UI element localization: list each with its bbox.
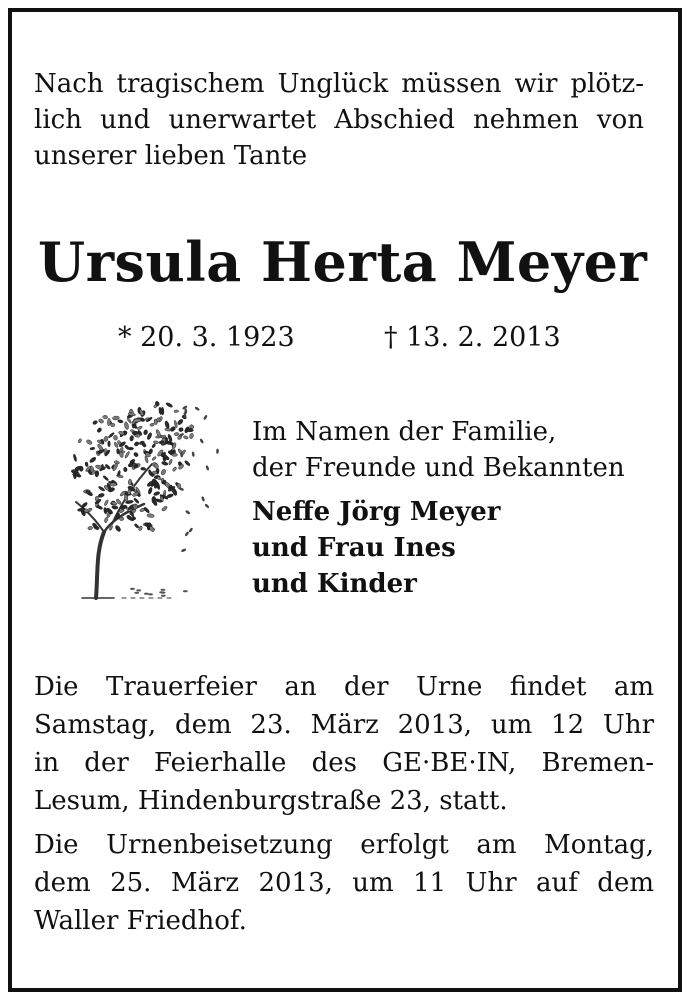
leaf <box>189 433 194 439</box>
leaf <box>174 432 179 436</box>
loose-leaf <box>201 496 205 502</box>
leaf <box>153 491 160 496</box>
loose-leaf <box>205 465 209 471</box>
ground-leaf <box>159 591 164 593</box>
loose-leaf <box>184 531 189 537</box>
burial-line-2: dem 25. März 2013, um 11 Uhr auf dem <box>34 868 654 898</box>
family-line-1: Im Namen der Familie, <box>252 417 557 447</box>
leaf <box>161 461 168 466</box>
windblown-tree-icon <box>52 392 222 604</box>
death-date: † 13. 2. 2013 <box>384 322 561 353</box>
leaf <box>96 427 102 433</box>
leaf <box>165 402 173 408</box>
leaf <box>107 418 111 426</box>
leaf <box>177 418 184 425</box>
burial-line-3: Waller Friedhof. <box>34 906 247 936</box>
signer-1: Neffe Jörg Meyer <box>252 497 501 527</box>
loose-leaf <box>194 406 200 411</box>
leaf <box>114 525 121 533</box>
loose-leaf <box>216 449 219 454</box>
loose-leaf <box>203 415 208 421</box>
ground-leaf <box>130 588 135 590</box>
loose-leaf <box>191 451 195 457</box>
leaf <box>124 444 130 450</box>
leaf <box>164 428 171 432</box>
leaf <box>113 435 118 441</box>
intro-line-1: Nach tragischem Unglück müssen wir plötz- <box>34 69 644 99</box>
leaf <box>124 421 129 429</box>
leaf <box>183 435 188 439</box>
family-block <box>252 414 672 602</box>
intro-line-3: unserer lieben Tante <box>34 141 308 171</box>
leaf <box>152 471 157 474</box>
signer-2: und Frau Ines <box>252 533 456 563</box>
leaf <box>124 451 130 459</box>
leaf <box>172 466 177 472</box>
leaf <box>85 462 89 467</box>
leaf <box>184 460 191 467</box>
deceased-name: Ursula Herta Meyer <box>38 230 648 294</box>
loose-leaf <box>185 510 191 515</box>
leaf <box>151 443 156 448</box>
leaf <box>157 476 162 480</box>
loose-leaf <box>188 527 193 533</box>
leaf <box>154 463 159 469</box>
leaf <box>150 423 155 427</box>
leaf <box>123 467 127 472</box>
leaf <box>110 482 117 486</box>
leaf <box>138 526 143 531</box>
leaf <box>148 448 153 454</box>
loose-leaf <box>181 548 187 552</box>
leaf <box>103 436 108 442</box>
leaf <box>128 479 132 485</box>
leaf <box>147 513 155 518</box>
ground-leaf <box>134 592 139 594</box>
ceremony-line-2: Samstag, dem 23. März 2013, um 12 Uhr <box>34 710 654 740</box>
ceremony-line-4: Lesum, Hindenburgstraße 23, statt. <box>34 786 508 816</box>
leaf <box>104 499 109 506</box>
leaf <box>174 410 179 413</box>
leaf <box>111 505 118 510</box>
leaf <box>81 502 88 509</box>
leaf <box>160 469 166 476</box>
leaf <box>104 517 108 523</box>
leaf <box>134 523 140 528</box>
leaf <box>152 496 156 503</box>
leaf <box>103 415 108 419</box>
leaf <box>164 420 170 429</box>
leaf <box>178 427 183 432</box>
ceremony-line-1: Die Trauerfeier an der Urne findet am <box>34 672 654 702</box>
ground-leaf <box>161 595 166 597</box>
leaf <box>117 419 123 423</box>
leaf <box>96 505 103 510</box>
leaf <box>129 435 134 441</box>
leaf <box>137 425 143 430</box>
birth-date: * 20. 3. 1923 <box>118 322 295 353</box>
ground-leaf <box>183 590 188 592</box>
leaf <box>86 439 93 445</box>
leaf <box>90 447 95 450</box>
ground-leaf <box>148 593 153 595</box>
intro-line-2: lich und unerwartet Abschied nehmen von <box>34 105 644 135</box>
ceremony-line-3: in der Feierhalle des GE·BE·IN, Bremen- <box>34 748 654 778</box>
leaf <box>95 470 99 477</box>
leaf <box>133 452 139 458</box>
burial-line-1: Die Urnenbeisetzung erfolgt am Montag, <box>34 830 654 860</box>
leaf <box>98 418 104 424</box>
burial-paragraph <box>34 826 654 940</box>
ground-leaf <box>144 593 149 595</box>
ceremony-paragraph <box>34 668 654 820</box>
leaf <box>108 441 111 447</box>
leaf <box>104 464 110 470</box>
ground-leaf <box>161 589 166 591</box>
loose-leaf <box>204 503 210 508</box>
leaf <box>110 423 115 427</box>
leaf <box>133 497 139 504</box>
leaf <box>134 441 140 447</box>
leaf <box>95 496 99 501</box>
family-line-2: der Freunde und Bekannten <box>252 453 625 483</box>
leaf <box>98 493 105 498</box>
leaf <box>89 456 97 463</box>
leaf <box>143 429 148 435</box>
leaf <box>151 456 156 461</box>
leaf <box>73 454 77 462</box>
leaf <box>161 505 168 512</box>
leaf <box>92 420 98 425</box>
leaf <box>153 441 159 445</box>
leaf <box>119 517 124 521</box>
ground-leaf <box>136 589 141 591</box>
leaf <box>103 475 110 481</box>
signer-3: und Kinder <box>252 569 417 599</box>
leaf <box>88 526 93 530</box>
intro-text <box>34 66 644 174</box>
leaf <box>78 438 82 443</box>
leaf <box>72 473 79 476</box>
loose-leaf <box>199 438 204 444</box>
leaf <box>148 487 153 495</box>
leaf <box>141 467 146 470</box>
